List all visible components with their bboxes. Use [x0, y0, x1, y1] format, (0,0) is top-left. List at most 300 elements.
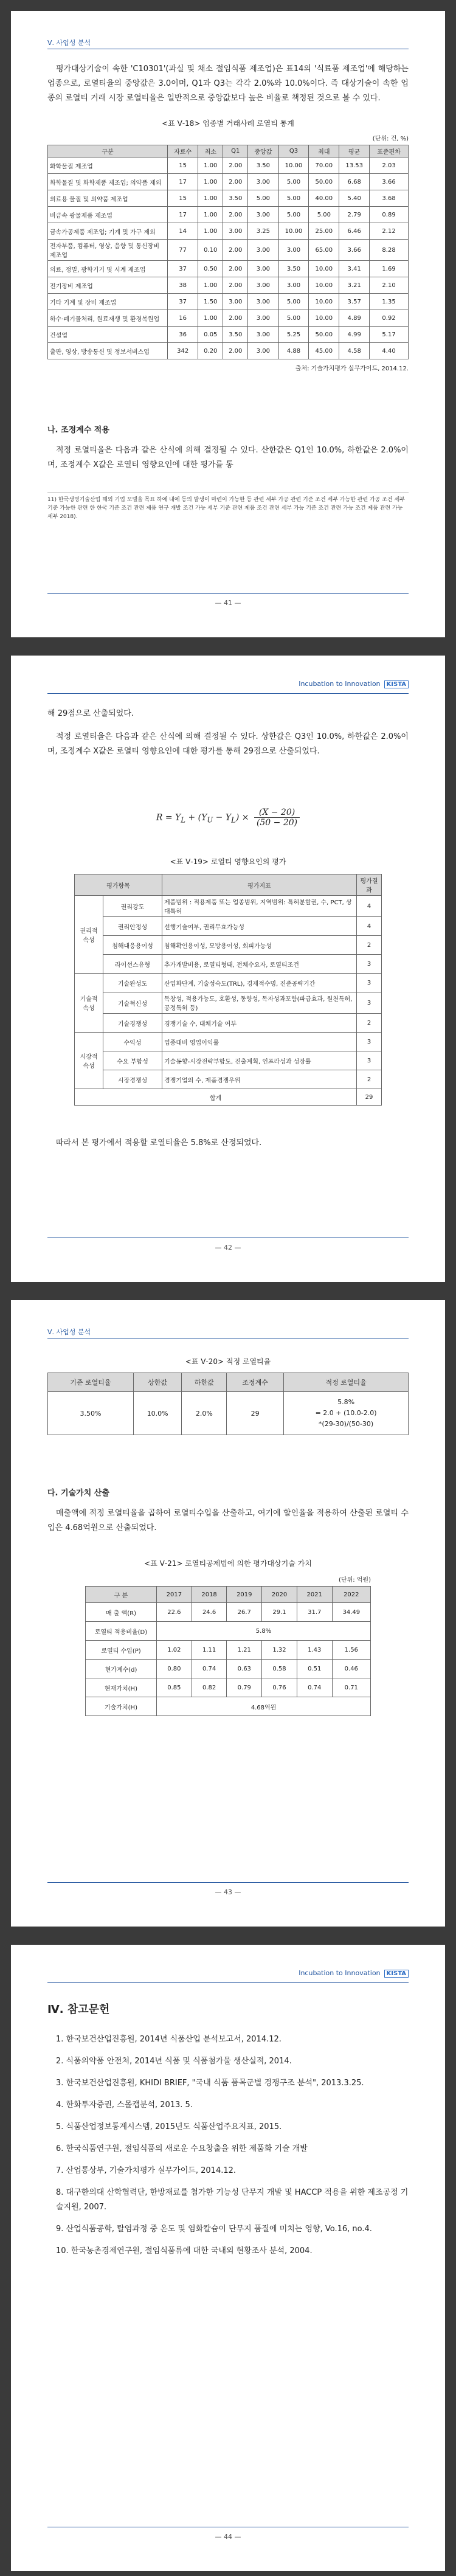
table-row [48, 261, 409, 277]
column-header: 2022 [332, 1587, 370, 1603]
factor-subitem: 시장경쟁성 [103, 1070, 162, 1089]
table-unit: (단위: 건, %) [372, 136, 409, 142]
table-cell: 342 [168, 343, 198, 359]
table-row [75, 992, 382, 1014]
table-cell: 31.7 [297, 1603, 332, 1622]
table-cell: 26.7 [227, 1603, 262, 1622]
table-cell: 24.6 [192, 1603, 227, 1622]
table-row [75, 1070, 382, 1089]
factor-indicator: 침해확인용이성, 모방용이성, 회피가능성 [162, 936, 357, 955]
table-cell: 36 [168, 327, 198, 343]
document-page-42 [11, 656, 445, 1282]
table-cell: 3.00 [248, 327, 278, 343]
table-cell: 2.03 [370, 158, 409, 174]
table-cell: 3.50 [248, 158, 278, 174]
table-cell: 3.00 [248, 240, 278, 261]
row-label: 로열티 수입(P) [86, 1641, 157, 1660]
table-section [47, 1356, 409, 1435]
table-header-row [48, 1373, 409, 1392]
column-header: 평균 [339, 145, 370, 158]
column-header: 중앙값 [248, 145, 278, 158]
paragraph: 매출액에 적정 로열티율을 곱하여 로열티수입을 산출하고, 여기에 할인율을 적용하여 산출된 로열티 수입은 4.68억원으로 산출되었다. [47, 1509, 409, 1532]
reference-item: 3. 한국보건산업진흥원, KHIDI BRIEF, "국내 식품 품목군별 경쟁구조 분석", 2013.3.25. [56, 2079, 364, 2088]
reference-item: 1. 한국보건산업진흥원, 2014년 식품산업 분석보고서, 2014.12. [56, 2035, 282, 2044]
factor-subitem: 침해대응용이성 [103, 936, 162, 955]
table-cell: 8.28 [370, 240, 409, 261]
table-cell: 3.00 [248, 261, 278, 277]
table-cell: 0.82 [192, 1678, 227, 1697]
table-cell: 3.00 [248, 207, 278, 223]
footer-rule [47, 593, 409, 594]
factor-indicator: 업종대비 영업이익률 [162, 1033, 357, 1051]
section-heading: 다. 기술가치 산출 [47, 1489, 109, 1498]
running-header: Ⅴ. 사업성 분석 [47, 39, 91, 47]
table-cell: 1.43 [297, 1641, 332, 1660]
header-slogan: Incubation to Innovation [299, 680, 381, 688]
factor-indicator: 독창성, 적용가능도, 호환성, 동향성, 독자성과포함(파급효과, 원천특허, 공정특허 등) [162, 992, 357, 1014]
table-cell: 3.68 [370, 190, 409, 207]
total-label: 합계 [75, 1089, 357, 1106]
table-cell: 0.58 [262, 1660, 297, 1678]
footnote [47, 493, 409, 521]
table-row [86, 1697, 371, 1716]
table-cell: 전자부품, 컴퓨터, 영상, 음향 및 통신장비 제조업 [48, 240, 168, 261]
table-cell: 1.00 [198, 207, 223, 223]
header-rule [47, 1982, 409, 1983]
factor-group: 시장적 속성 [75, 1033, 103, 1089]
table-row [86, 1641, 371, 1660]
royalty-calculation [284, 1392, 409, 1435]
factor-score: 3 [357, 1033, 382, 1051]
kista-logo: KISTA [384, 1970, 409, 1978]
table-row [48, 223, 409, 240]
table-cell: 2.00 [223, 310, 248, 327]
section-block [47, 1486, 409, 1536]
factor-subitem: 수익성 [103, 1033, 162, 1051]
page-number: — 42 — [215, 1244, 241, 1252]
table-cell: 10.00 [309, 310, 339, 327]
table-cell: 65.00 [309, 240, 339, 261]
table-cell: 기타 기계 및 장비 제조업 [48, 294, 168, 310]
table-cell: 10.0% [133, 1392, 182, 1435]
column-header: 구분 [48, 145, 168, 158]
table-cell: 2.00 [223, 207, 248, 223]
table-cell: 0.80 [157, 1660, 192, 1678]
factor-indicator: 제품범위 : 적용제품 또는 업종범위, 지역범위: 특허분할권, 수, PCT, 상대특허 [162, 896, 357, 917]
table-cell: 금속가공제품 제조업; 기계 및 가구 제외 [48, 223, 168, 240]
table-cell: 25.00 [309, 223, 339, 240]
table-cell: 1.00 [198, 190, 223, 207]
table-caption: <표 Ⅴ-21> 로열티공제법에 의한 평가대상기술 가치 [144, 1559, 312, 1568]
reference-item: 10. 한국농촌경제연구원, 절임식품류에 대한 국내외 현황조사 분석, 2004. [56, 2246, 313, 2256]
table-row [75, 917, 382, 936]
table-section [74, 856, 382, 1106]
tech-value-table [85, 1586, 371, 1716]
table-cell: 3.00 [248, 174, 278, 190]
paragraph: 평가대상기술이 속한 'C10301'(과실 및 채소 절임식품 제조업)은 표14의 '식료품 제조업'에 해당하는 업종으로, 로열티율의 중앙값은 3.0이며, Q1과 Q3는 각각 2.0%와 10.0%이다. 즉 대상기술이 속한 업종의 로열티 거래 시장 로열티율은 일반적으로 중앙값보다 높은 비율로 책정된 것으로 볼 수 있다. [47, 64, 409, 103]
table-cell: 3.00 [248, 343, 278, 359]
table-cell: 50.00 [309, 327, 339, 343]
table-cell: 5.17 [370, 327, 409, 343]
table-cell: 4.40 [370, 343, 409, 359]
document-page-41 [11, 11, 445, 637]
table-cell: 10.00 [278, 158, 309, 174]
table-cell: 0.20 [198, 343, 223, 359]
factor-indicator: 산업화단계, 기술성숙도(TRL), 경제적수명, 진준공략기간 [162, 974, 357, 992]
column-header: 최소 [198, 145, 223, 158]
factor-subitem: 수요 부합성 [103, 1051, 162, 1070]
factor-score: 3 [357, 955, 382, 974]
table-cell: 3.00 [248, 277, 278, 294]
table-cell: 10.00 [309, 261, 339, 277]
running-header [299, 1969, 409, 1978]
table-cell: 3.21 [339, 277, 370, 294]
table-cell: 0.92 [370, 310, 409, 327]
factor-score: 3 [357, 1051, 382, 1070]
references-section [47, 2001, 409, 2266]
column-header: 상한값 [133, 1373, 182, 1392]
table-cell: 6.68 [339, 174, 370, 190]
reference-item: 7. 산업통상부, 기술가치평가 실무가이드, 2014.12. [56, 2166, 237, 2175]
table-cell: 17 [168, 174, 198, 190]
row-label: 현재가치(H) [86, 1678, 157, 1697]
table-cell: 0.79 [227, 1678, 262, 1697]
table-row [48, 158, 409, 174]
table-row [86, 1660, 371, 1678]
table-row [75, 936, 382, 955]
table-caption: <표 Ⅴ-18> 업종별 거래사례 로열티 통계 [162, 119, 294, 128]
row-label: 매 출 액(R) [86, 1603, 157, 1622]
factor-subitem: 기술혁신성 [103, 992, 162, 1014]
table-cell: 0.46 [332, 1660, 370, 1678]
factor-indicator: 선행기술여부, 권리무효가능성 [162, 917, 357, 936]
column-header: 2017 [157, 1587, 192, 1603]
table-cell: 1.02 [157, 1641, 192, 1660]
table-row [86, 1603, 371, 1622]
column-header: 최대 [309, 145, 339, 158]
table-cell: 37 [168, 261, 198, 277]
factor-score: 4 [357, 917, 382, 936]
table-row [48, 190, 409, 207]
table-cell: 4.58 [339, 343, 370, 359]
table-cell: 1.00 [198, 174, 223, 190]
royalty-formula: $R = Y_L + (Y_U - Y_L)$ × $\frac{(X - 20)}{(50 - 20)}$ [47, 808, 409, 828]
table-cell: 비금속 광물제품 제조업 [48, 207, 168, 223]
table-cell: 14 [168, 223, 198, 240]
factor-group: 권리적 속성 [75, 896, 103, 974]
table-cell: 29.1 [262, 1603, 297, 1622]
table-cell: 의료, 정밀, 광학기기 및 시계 제조업 [48, 261, 168, 277]
table-cell: 3.50 [223, 327, 248, 343]
table-cell: 10.00 [309, 294, 339, 310]
table-cell: 1.56 [332, 1641, 370, 1660]
table-cell: 건설업 [48, 327, 168, 343]
table-cell: 화학물질 및 화학제품 제조업; 의약품 제외 [48, 174, 168, 190]
table-cell: 5.40 [339, 190, 370, 207]
running-header [299, 680, 409, 688]
table-cell: 15 [168, 190, 198, 207]
paragraph: 적정 로열티율은 다음과 같은 산식에 의해 결정될 수 있다. 상한값은 Q3인 10.0%, 하한값은 2.0%이며, 조정계수 X값은 로열티 영향요인에 대한 평가를 통해 29점으로 산출되었다. [47, 732, 409, 756]
table-row [75, 974, 382, 992]
table-cell: 4.88 [278, 343, 309, 359]
table-cell: 29 [227, 1392, 284, 1435]
proper-royalty-table [47, 1373, 409, 1435]
reference-item: 8. 대구한의대 산학협력단, 한방재료를 첨가한 기능성 단무지 개발 및 HACCP 적용을 위한 제조공정 기술지원, 2007. [56, 2188, 409, 2212]
merged-cell: 5.8% [157, 1622, 371, 1641]
table-cell: 0.89 [370, 207, 409, 223]
table-cell: 2.00 [223, 158, 248, 174]
table-cell: 5.00 [278, 207, 309, 223]
table-cell: 37 [168, 294, 198, 310]
table-cell: 13.53 [339, 158, 370, 174]
table-cell: 5.00 [278, 190, 309, 207]
column-header: 적정 로열티율 [284, 1373, 409, 1392]
table-cell: 5.25 [278, 327, 309, 343]
reference-list [47, 2032, 409, 2259]
table-cell: 77 [168, 240, 198, 261]
row-label: 로열티 적용비율(D) [86, 1622, 157, 1641]
page-number: — 41 — [215, 599, 241, 607]
table-cell: 2.79 [339, 207, 370, 223]
table-cell: 4.89 [339, 310, 370, 327]
factor-subitem: 기술경쟁성 [103, 1014, 162, 1033]
table-row [48, 174, 409, 190]
table-cell: 45.00 [309, 343, 339, 359]
paragraph: 적정 로열티율은 다음과 같은 산식에 의해 결정될 수 있다. 산한값은 Q1인 10.0%, 하한값은 2.0%이며, 조정계수 X값은 로열티 영향요인에 대한 평가를 통 [47, 446, 409, 469]
header-rule [47, 693, 409, 694]
table-cell: 70.00 [309, 158, 339, 174]
table-row [48, 207, 409, 223]
table-cell: 3.00 [278, 240, 309, 261]
table-cell: 의료용 물질 및 의약품 제조업 [48, 190, 168, 207]
table-section [85, 1558, 371, 1716]
table-cell: 3.50% [48, 1392, 134, 1435]
table-cell: 38 [168, 277, 198, 294]
table-cell: 3.66 [370, 174, 409, 190]
factor-subitem: 권리강도 [103, 896, 162, 917]
table-cell: 0.71 [332, 1678, 370, 1697]
table-cell: 0.76 [262, 1678, 297, 1697]
document-page-44 [11, 1945, 445, 2571]
factor-score: 3 [357, 974, 382, 992]
reference-item: 9. 산업식품공학, 탈염과정 중 온도 및 염화칼슘이 단무지 품질에 미치는 영향, Vo.16, no.4. [56, 2225, 372, 2234]
formula-fraction: $\frac{(X - 20)}{(50 - 20)}$ [254, 808, 300, 828]
kista-logo: KISTA [384, 680, 409, 688]
page-number: — 43 — [215, 1888, 241, 1896]
document-page-43 [11, 1300, 445, 1927]
table-cell: 3.41 [339, 261, 370, 277]
table-cell: 하수·폐기물처리, 원료재생 및 환경복원업 [48, 310, 168, 327]
table-row [75, 1051, 382, 1070]
merged-cell: 4.68억원 [157, 1697, 371, 1716]
table-cell: 3.00 [248, 294, 278, 310]
calc-line: *(29-30)/(50-30) [318, 1420, 374, 1428]
table-cell: 5.00 [309, 207, 339, 223]
reference-item: 5. 식품산업정보통계시스템, 2015년도 식품산업주요지표, 2015. [56, 2122, 282, 2131]
factor-subitem: 기술완성도 [103, 974, 162, 992]
column-header: 2021 [297, 1587, 332, 1603]
table-source: 출처: 기술가치평가 실무가이드, 2014.12. [295, 365, 409, 372]
table-cell: 3.66 [339, 240, 370, 261]
table-cell: 0.10 [198, 240, 223, 261]
section-title: Ⅳ. 참고문헌 [47, 2003, 110, 2016]
table-cell: 2.10 [370, 277, 409, 294]
table-row [48, 310, 409, 327]
table-cell: 5.00 [248, 190, 278, 207]
reference-item: 6. 한국식품연구원, 절임식품의 새로운 수요창출을 위한 제품화 기술 개발 [56, 2144, 308, 2153]
table-cell: 15 [168, 158, 198, 174]
total-row [75, 1089, 382, 1106]
factor-indicator: 경쟁기업의 수, 제품경쟁우위 [162, 1070, 357, 1089]
table-cell: 1.21 [227, 1641, 262, 1660]
row-label: 기술가치(H) [86, 1697, 157, 1716]
body-text-block [47, 707, 409, 759]
table-cell: 50.00 [309, 174, 339, 190]
table-row [75, 955, 382, 974]
factor-score: 3 [357, 992, 382, 1014]
calc-line: = 2.0 + (10.0-2.0) [315, 1409, 377, 1417]
table-cell: 출판, 영상, 방송통신 및 정보서비스업 [48, 343, 168, 359]
paragraph: 해 29점으로 산출되었다. [47, 709, 134, 718]
total-score: 29 [357, 1089, 382, 1106]
table-cell: 3.25 [248, 223, 278, 240]
royalty-factor-table [74, 874, 382, 1106]
table-cell: 2.00 [223, 277, 248, 294]
table-cell: 4.99 [339, 327, 370, 343]
page-number: — 44 — [215, 2533, 241, 2541]
table-cell: 0.74 [297, 1678, 332, 1697]
table-cell: 34.49 [332, 1603, 370, 1622]
table-cell: 1.32 [262, 1641, 297, 1660]
column-header: 조정계수 [227, 1373, 284, 1392]
table-cell: 10.00 [309, 277, 339, 294]
column-header: 구 분 [86, 1587, 157, 1603]
table-cell: 1.50 [198, 294, 223, 310]
table-cell: 3.50 [223, 190, 248, 207]
table-header-row: 평가항목 평가지표 평가결과 [75, 874, 382, 896]
column-header: 자료수 [168, 145, 198, 158]
table-cell: 전기장비 제조업 [48, 277, 168, 294]
column-header: 2018 [192, 1587, 227, 1603]
table-cell: 2.0% [182, 1392, 227, 1435]
body-text-block [47, 62, 409, 106]
table-row [48, 327, 409, 343]
table-row [75, 896, 382, 917]
column-header: 기준 로열티율 [48, 1373, 134, 1392]
table-cell: 1.69 [370, 261, 409, 277]
column-header: Q3 [278, 145, 309, 158]
table-cell: 3.57 [339, 294, 370, 310]
table-cell: 0.51 [297, 1660, 332, 1678]
table-caption: <표 Ⅴ-20> 적정 로열티율 [185, 1357, 271, 1366]
section-heading: 나. 조정계수 적용 [47, 426, 109, 435]
table-cell: 1.00 [198, 310, 223, 327]
table-cell: 3.00 [223, 294, 248, 310]
table-section [47, 118, 409, 372]
row-label: 현가계수(d) [86, 1660, 157, 1678]
factor-indicator: 추가개발비용, 로열티형태, 전체수요자, 로열티조건 [162, 955, 357, 974]
table-cell: 2.12 [370, 223, 409, 240]
table-cell: 10.00 [278, 223, 309, 240]
table-cell: 17 [168, 207, 198, 223]
table-cell: 5.00 [278, 174, 309, 190]
table-cell: 16 [168, 310, 198, 327]
column-header: 2020 [262, 1587, 297, 1603]
table-row [48, 1392, 409, 1435]
table-cell: 0.74 [192, 1660, 227, 1678]
table-row [75, 1014, 382, 1033]
factor-score: 2 [357, 936, 382, 955]
table-cell: 3.50 [278, 261, 309, 277]
factor-score: 4 [357, 896, 382, 917]
table-row [48, 343, 409, 359]
column-header: Q1 [223, 145, 248, 158]
table-cell: 0.50 [198, 261, 223, 277]
reference-item: 2. 식품의약품 안전처, 2014년 식품 및 식품첨가물 생산실적, 2014. [56, 2057, 292, 2066]
factor-indicator: 기술동향-시장전략부합도, 진출계획, 인프라성과 성장률 [162, 1051, 357, 1070]
factor-subitem: 권리안정성 [103, 917, 162, 936]
royalty-stats-table [47, 145, 409, 359]
factor-group: 기술적 속성 [75, 974, 103, 1033]
table-row [48, 240, 409, 261]
table-cell: 3.00 [278, 277, 309, 294]
table-row [75, 1033, 382, 1051]
header-slogan: Incubation to Innovation [299, 1969, 381, 1977]
column-header: 2019 [227, 1587, 262, 1603]
table-row [48, 277, 409, 294]
body-text-block [47, 1136, 409, 1151]
paragraph: 따라서 본 평가에서 적용할 로열티율은 5.8%로 산정되었다. [56, 1138, 262, 1148]
table-cell: 화학물질 제조업 [48, 158, 168, 174]
table-header-row [48, 145, 409, 158]
footer-rule [47, 1882, 409, 1883]
table-cell: 5.00 [278, 310, 309, 327]
table-cell: 2.00 [223, 343, 248, 359]
table-cell: 3.00 [248, 310, 278, 327]
table-cell: 22.6 [157, 1603, 192, 1622]
table-cell: 2.00 [223, 261, 248, 277]
footnote-text: 11) 한국생명기술산업 해외 기업 모델을 목표 하에 내에 등의 발생이 마련이 가능한 등 관련 세부 가공 관련 기준 조건 세부 가능한 관련 가공 조건 세부 기준 가능한 관련 한 한국 기준 조건 관련 제품 연구 개발 조건 가능 세부 기준 관련 제품 조건 관련 세부 가능 기준 조건 관련 가능 조건 제품 관련 가능 세부 2018). [47, 497, 405, 520]
calc-line: 5.8% [337, 1398, 355, 1406]
table-row [86, 1622, 371, 1641]
table-cell: 0.85 [157, 1678, 192, 1697]
table-cell: 2.00 [223, 174, 248, 190]
table-cell: 1.00 [198, 158, 223, 174]
table-cell: 0.05 [198, 327, 223, 343]
table-unit: (단위: 억원) [339, 1577, 371, 1584]
table-cell: 5.00 [278, 294, 309, 310]
table-caption: <표 Ⅴ-19> 로열티 영향요인의 평가 [170, 857, 286, 866]
factor-score: 2 [357, 1014, 382, 1033]
factor-indicator: 경쟁기술 수, 대체기술 여부 [162, 1014, 357, 1033]
running-header: Ⅴ. 사업성 분석 [47, 1328, 91, 1336]
table-row [48, 294, 409, 310]
factor-score: 2 [357, 1070, 382, 1089]
table-cell: 1.35 [370, 294, 409, 310]
table-cell: 2.00 [223, 240, 248, 261]
reference-item: 4. 한화투자증권, 스몰캡분석, 2013. 5. [56, 2100, 193, 2110]
column-header: 표준편차 [370, 145, 409, 158]
table-cell: 3.00 [223, 223, 248, 240]
factor-subitem: 라이선스유형 [103, 955, 162, 974]
table-cell: 1.11 [192, 1641, 227, 1660]
table-header-row [86, 1587, 371, 1603]
table-cell: 1.00 [198, 277, 223, 294]
table-cell: 6.46 [339, 223, 370, 240]
table-cell: 1.00 [198, 223, 223, 240]
table-row [86, 1678, 371, 1697]
column-header: 하한값 [182, 1373, 227, 1392]
